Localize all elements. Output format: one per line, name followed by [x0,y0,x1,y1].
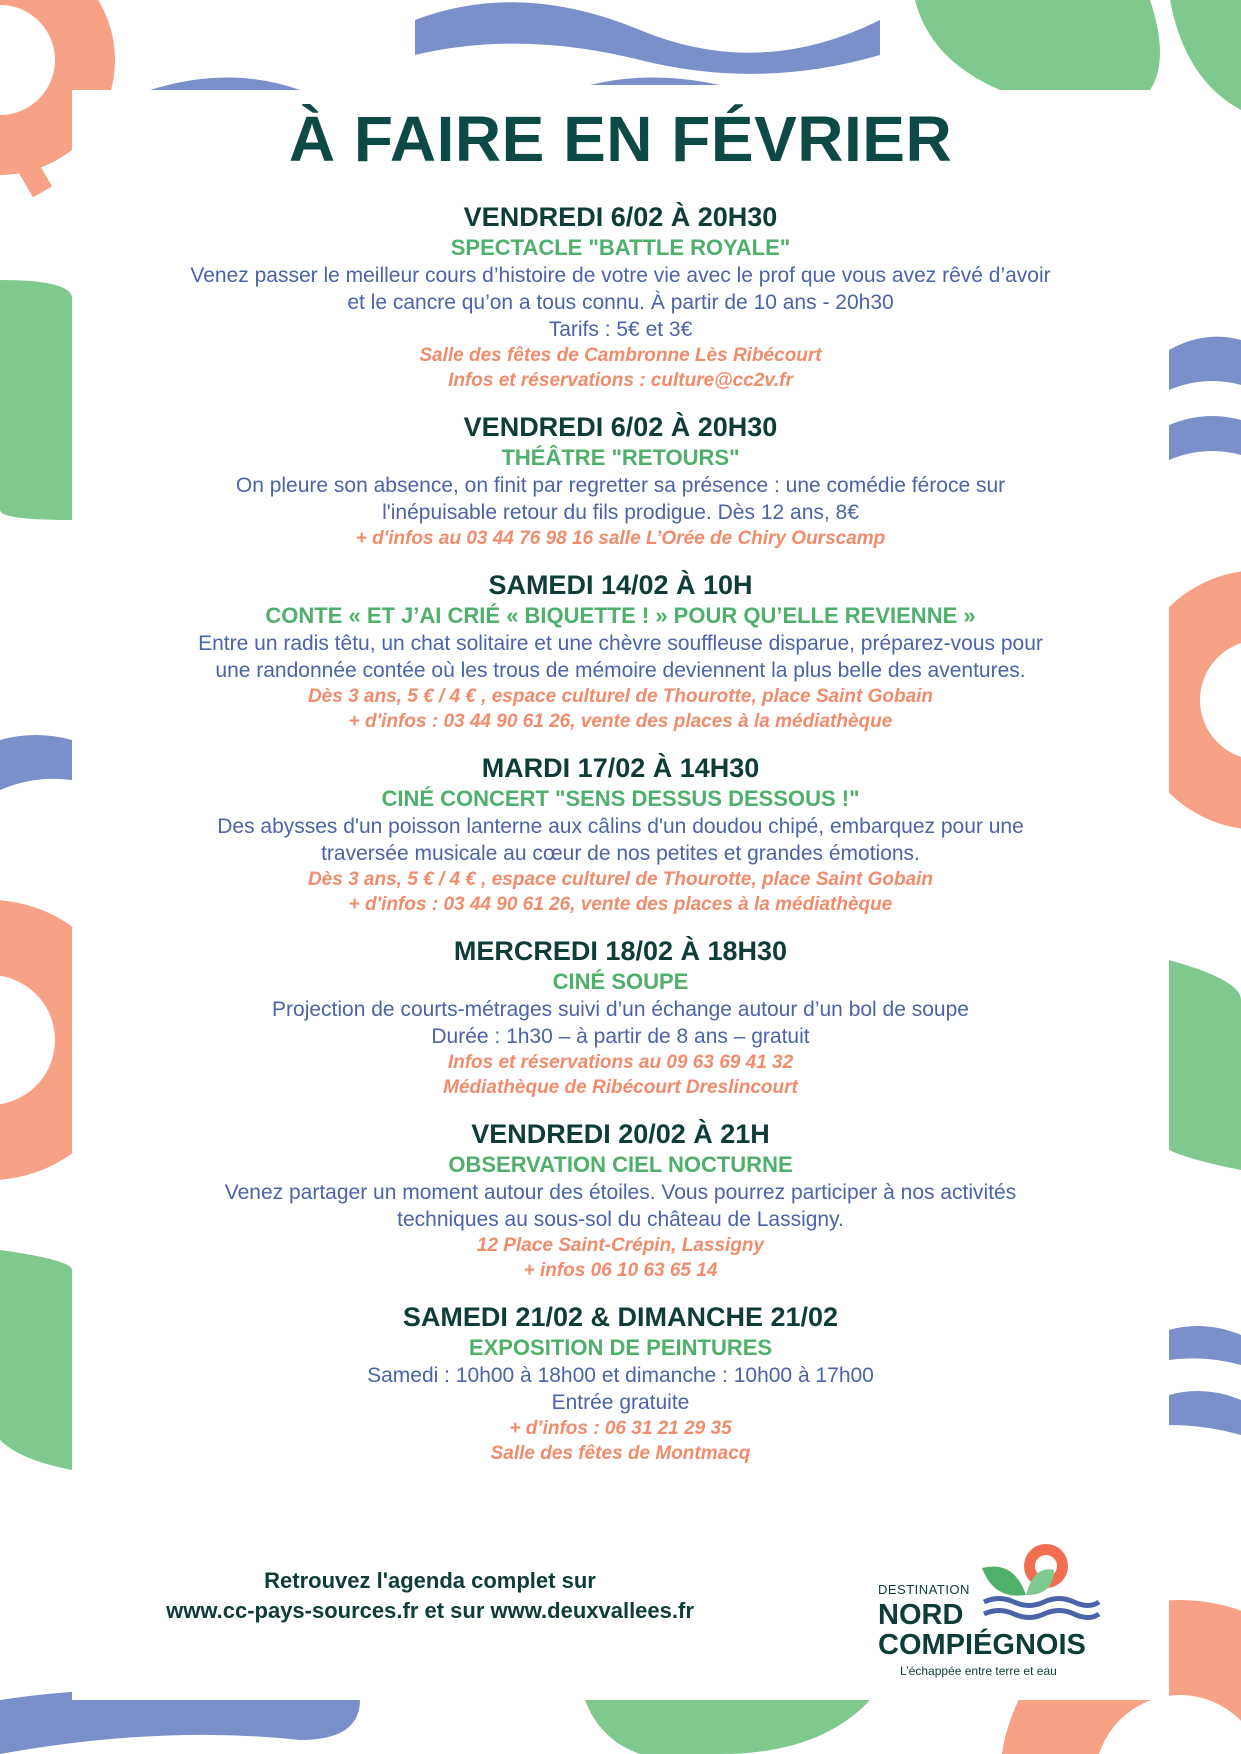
event-title: CINÉ CONCERT "SENS DESSUS DESSOUS !" [381,786,860,811]
logo-text-nord: NORD [878,1599,964,1631]
event-description-line: Entrée gratuite [551,1391,690,1414]
leaf-shape-top-right [915,0,1160,90]
logo-tagline: L’échappée entre terre et eau [900,1664,1057,1678]
stripe-shape-right-4 [1169,1391,1241,1435]
event-info-line: + infos 06 10 63 65 14 [523,1260,718,1281]
event-description-line: traversée musicale au cœur de nos petites et grandes émotions. [321,842,920,865]
logo-emblem-icon [974,1540,1104,1640]
event-description-line: et le cancre qu’on a tous connu. À partir de 10 ans - 20h30 [347,291,894,314]
event-date: VENDREDI 20/02 À 21H [471,1119,770,1149]
event-description-line: Projection de courts-métrages suivi d’un échange autour d’un bol de soupe [272,998,969,1021]
event-block [72,751,1169,917]
event-block [72,1117,1169,1283]
event-info-line: Infos et réservations au 09 63 69 41 32 [447,1052,794,1073]
event-info-line: Dès 3 ans, 5 € / 4 € , espace culturel de Thourotte, place Saint Gobain [307,869,934,890]
event-date: SAMEDI 14/02 À 10H [488,570,753,600]
leaf-shape-left [0,280,72,520]
wave-shape-top-2 [150,78,300,91]
event-description-line: Venez passer le meilleur cours d’histoire de votre vie avec le prof que vous avez rêvé d’avoir [190,264,1051,287]
stripe-shape-right-1 [1169,337,1241,390]
event-date: VENDREDI 6/02 À 20H30 [463,412,778,442]
event-info-line: Infos et réservations : culture@cc2v.fr [448,370,793,391]
stripe-shape-right-3 [1169,1326,1241,1365]
event-date: VENDREDI 6/02 À 20H30 [463,202,778,232]
event-description-line: On pleure son absence, on finit par regretter sa présence : une comédie féroce sur [235,474,1006,497]
agenda-content [72,90,1169,1483]
footer-line-1: Retrouvez l'agenda complet sur [264,1568,596,1593]
leaf-shape-right [1169,960,1241,1170]
wave-shape-top-3 [590,78,720,86]
event-title: OBSERVATION CIEL NOCTURNE [448,1152,793,1177]
event-description-line: Samedi : 10h00 à 18h00 et dimanche : 10h00 à 17h00 [367,1364,874,1387]
footer [130,1566,730,1626]
page-title: À FAIRE EN FÉVRIER [288,103,953,175]
stripe-shape-left [0,735,72,790]
event-title: THÉÂTRE "RETOURS" [501,445,740,470]
leaf-shape-bottom [585,1700,870,1754]
event-list [72,200,1169,1466]
event-description-line: Venez partager un moment autour des étoiles. Vous pourrez participer à nos activités [224,1181,1017,1204]
event-title: SPECTACLE "BATTLE ROYALE" [450,235,791,260]
event-block [72,410,1169,551]
event-date: MARDI 17/02 À 14H30 [481,753,760,783]
event-title: CONTE « ET J’AI CRIÉ « BIQUETTE ! » POUR QU’ELLE REVIENNE » [265,603,976,628]
event-info-line: Dès 3 ans, 5 € / 4 € , espace culturel de Thourotte, place Saint Gobain [307,686,934,707]
event-info-line: + d’infos : 06 31 21 29 35 [509,1418,732,1439]
event-info-line: + d'infos : 03 44 90 61 26, vente des places à la médiathèque [348,711,893,732]
leaf-shape-left-lower [0,1250,72,1470]
event-info-line: Salle des fêtes de Montmacq [490,1443,751,1464]
logo-text-small: DESTINATION [878,1582,970,1597]
event-block [72,934,1169,1100]
event-info-line: + d'infos : 03 44 90 61 26, vente des places à la médiathèque [348,894,893,915]
event-date: SAMEDI 21/02 & DIMANCHE 21/02 [402,1302,839,1332]
event-block [72,568,1169,734]
stripe-shape-right-2 [1169,416,1241,460]
event-block [72,200,1169,393]
event-block [72,1300,1169,1466]
event-description-line: Entre un radis têtu, un chat solitaire et une chèvre souffleuse disparue, préparez-vous pour [198,632,1043,655]
logo-text-compiegnois: COMPIÉGNOIS [878,1629,1086,1661]
event-description-line: une randonnée contée où les trous de mémoire deviennent la plus belle des aventures. [215,659,1026,682]
event-description-line: Tarifs : 5€ et 3€ [548,318,693,341]
event-description-line: Des abysses d'un poisson lanterne aux câlins d'un doudou chipé, embarquez pour une [217,815,1024,838]
event-title: CINÉ SOUPE [552,969,689,994]
destination-logo [878,1540,1118,1678]
wave-shape-top [415,2,880,74]
leaf-shape-top-right-2 [1170,0,1241,110]
event-info-line: Médiathèque de Ribécourt Dreslincourt [443,1077,798,1098]
event-title: EXPOSITION DE PEINTURES [468,1335,773,1360]
event-info-line: Salle des fêtes de Cambronne Lès Ribécourt [419,345,822,366]
event-info-line: 12 Place Saint-Crépin, Lassigny [476,1235,765,1256]
event-info-line: + d'infos au 03 44 76 98 16 salle L’Orée de Chiry Ourscamp [355,528,886,549]
event-description-line: techniques au sous-sol du château de Lassigny. [397,1208,844,1231]
event-date: MERCREDI 18/02 À 18H30 [453,936,788,966]
event-description-line: Durée : 1h30 – à partir de 8 ans – gratuit [431,1025,810,1048]
event-description-line: l'inépuisable retour du fils prodigue. Dès 12 ans, 8€ [382,501,859,524]
footer-line-2: www.cc-pays-sources.fr et sur www.deuxvallees.fr [166,1598,694,1623]
